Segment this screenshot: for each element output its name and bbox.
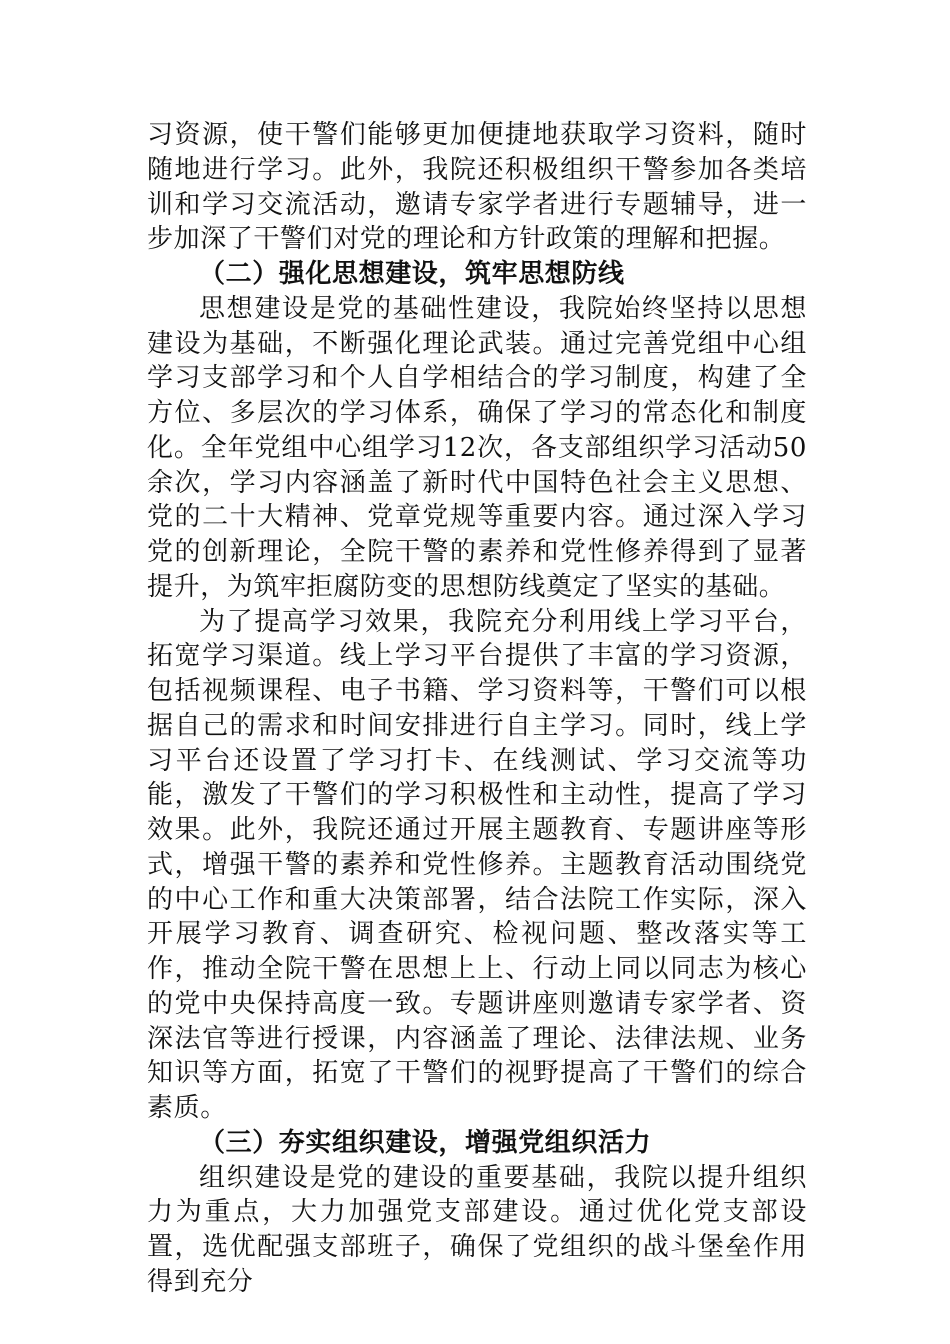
- section-heading-3: （三）夯实组织建设，增强党组织活力: [199, 1127, 652, 1158]
- paragraph-continuation: 习资源，使干警们能够更加便捷地获取学习资料，随时随地进行学习。此外，我院还积极组织干警参加各类培训和学习交流活动，邀请专家学者进行专题辅导，进一步加深了干警们对党的理论和方针政策的理解和把握。: [147, 120, 807, 255]
- paragraph-organization: 组织建设是党的建设的重要基础，我院以提升组织力为重点，大力加强党支部建设。通过优化党支部设置，选优配强支部班子，确保了党组织的战斗堡垒作用得到充分: [147, 1162, 807, 1297]
- paragraph-ideology: 思想建设是党的基础性建设，我院始终坚持以思想建设为基础，不断强化理论武装。通过完善党组中心组学习支部学习和个人自学相结合的学习制度，构建了全方位、多层次的学习体系，确保了学习的常态化和制度化。全年党组中心组学习12次，各支部组织学习活动50余次，学习内容涵盖了新时代中国特色社会主义思想、党的二十大精神、党章党规等重要内容。通过深入学习党的创新理论，全院干警的素养和党性修养得到了显著提升，为筑牢拒腐防变的思想防线奠定了坚实的基础。: [147, 293, 807, 602]
- section-heading-2: （二）强化思想建设，筑牢思想防线: [199, 259, 625, 289]
- document-page: [147, 118, 807, 1300]
- paragraph-online-learning: 为了提高学习效果，我院充分利用线上学习平台，拓宽学习渠道。线上学习平台提供了丰富的学习资源，包括视频课程、电子书籍、学习资料等，干警们可以根据自己的需求和时间安排进行自主学习。同时，线上学习平台还设置了学习打卡、在线测试、学习交流等功能，激发了干警们的学习积极性和主动性，提高了学习效果。此外，我院还通过开展主题教育、专题讲座等形式，增强干警的素养和党性修养。主题教育活动围绕党的中心工作和重大决策部署，结合法院工作实际，深入开展学习教育、调查研究、检视问题、整改落实等工作，推动全院干警在思想上上、行动上同以同志为核心的党中央保持高度一致。专题讲座则邀请专家学者、资深法官等进行授课，内容涵盖了理论、法律法规、业务知识等方面，拓宽了干警们的视野提高了干警们的综合素质。: [147, 606, 807, 1123]
